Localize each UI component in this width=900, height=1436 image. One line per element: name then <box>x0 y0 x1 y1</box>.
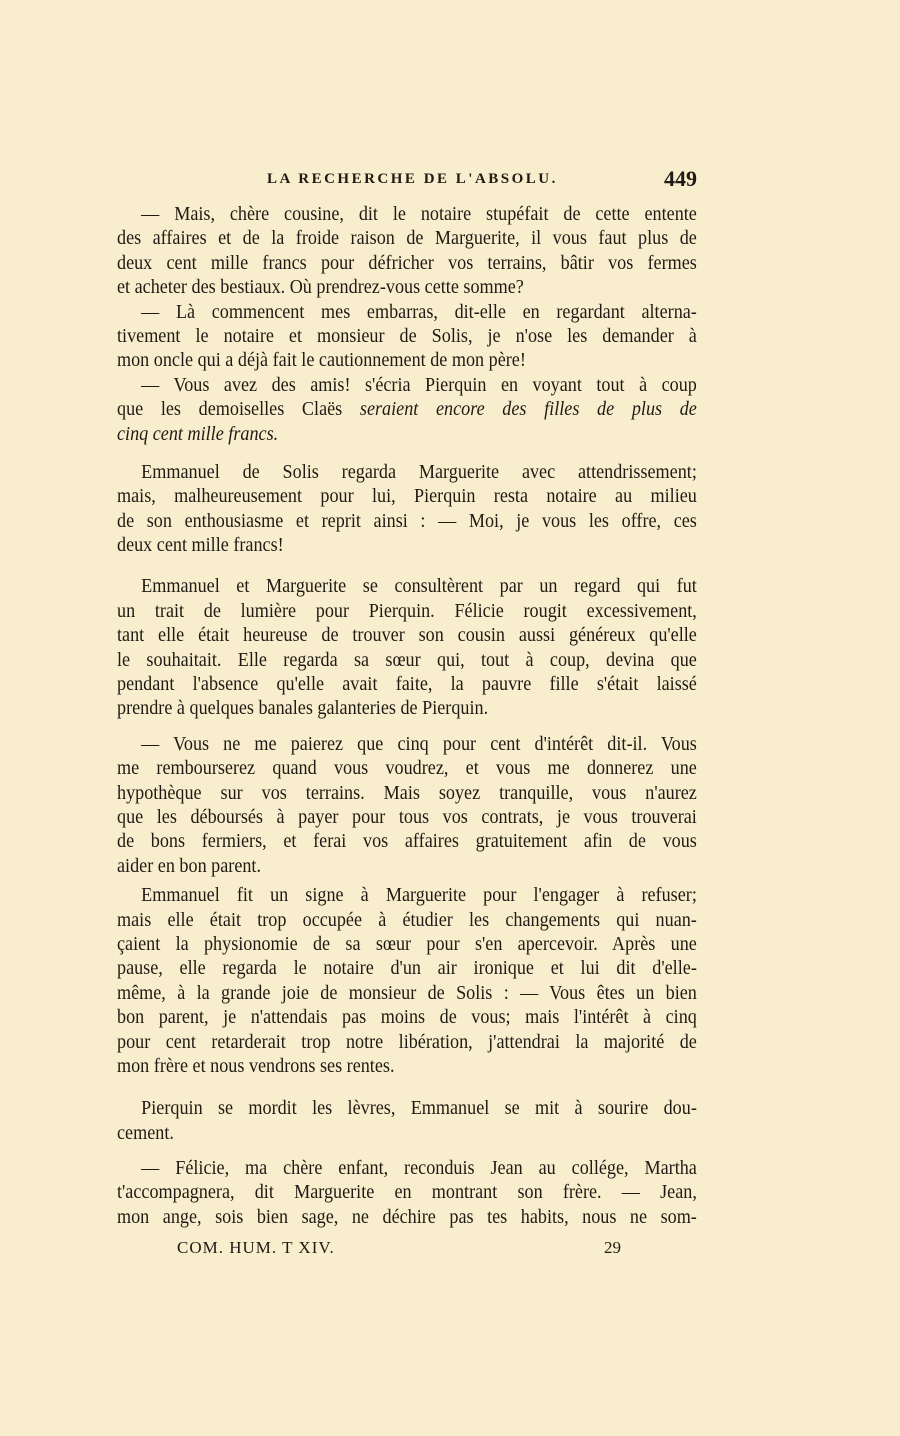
paragraph <box>117 575 697 721</box>
text-line: même, à la grande joie de monsieur de Solis : — Vous êtes un bien <box>117 982 697 1004</box>
paragraph <box>117 203 697 301</box>
text-line: t'accompagnera, dit Marguerite en montrant son frère. — Jean, <box>117 1182 697 1204</box>
text-line: Pierquin se mordit les lèvres, Emmanuel se mit à sourire dou- <box>141 1098 697 1120</box>
text-line: — Mais, chère cousine, dit le notaire stupéfait de cette entente <box>141 204 697 225</box>
running-title: LA RECHERCHE DE L'ABSOLU. <box>267 171 558 187</box>
paragraph <box>117 301 697 374</box>
text-line: et acheter des bestiaux. Où prendrez-vous cette somme? <box>117 277 524 299</box>
text-line: pause, elle regarda le notaire d'un air ironique et lui dit d'elle- <box>117 958 697 980</box>
text-line: de son enthousiasme et reprit ainsi : — Moi, je vous les offre, ces <box>117 510 697 532</box>
text-line: des affaires et de la froide raison de Marguerite, il vous faut plus de <box>117 228 697 250</box>
paragraph <box>117 1097 697 1146</box>
text-line: mon ange, sois bien sage, ne déchire pas tes habits, nous ne som- <box>117 1206 697 1228</box>
text-line: aider en bon parent. <box>117 855 262 877</box>
page-body <box>117 203 697 1230</box>
paragraph <box>117 884 697 1079</box>
text-line: bon parent, je n'attendais pas moins de vous; mais l'intérêt à cinq <box>117 1007 697 1029</box>
text-line: deux cent mille francs! <box>117 535 284 557</box>
paragraph <box>117 374 697 447</box>
italic-emphasis: seraient encore des filles de plus de <box>359 399 697 421</box>
text-line: cement. <box>117 1122 174 1144</box>
text-line: un trait de lumière pour Pierquin. Félicie rougit excessivement, <box>117 600 697 622</box>
sheet-number: 29 <box>604 1238 621 1257</box>
text-line: que les déboursés à payer pour tous vos contrats, je vous trouverai <box>117 806 697 828</box>
text-line: mon frère et nous vendrons ses rentes. <box>117 1055 395 1077</box>
italic-emphasis: cinq cent mille francs. <box>117 423 279 445</box>
text-line: — Vous ne me paierez que cinq pour cent d'intérêt dit-il. Vous <box>141 733 697 755</box>
text-line: me rembourserez quand vous voudrez, et vous me donnerez une <box>117 758 697 780</box>
text-line: le souhaitait. Elle regarda sa sœur qui, tout à coup, devina que <box>117 649 697 671</box>
text-line: pour cent retarderait trop notre libération, j'attendrai la majorité de <box>117 1031 697 1053</box>
text-line: — Félicie, ma chère enfant, reconduis Jean au collége, Martha <box>141 1158 697 1180</box>
text-line: tant elle était heureuse de trouver son cousin aussi généreux qu'elle <box>117 625 697 647</box>
page-number: 449 <box>664 166 697 191</box>
text-line: Emmanuel et Marguerite se consultèrent par un regard qui fut <box>141 576 697 598</box>
paragraph <box>117 733 697 879</box>
text-line: deux cent mille francs pour défricher vos terrains, bâtir vos fermes <box>117 252 697 274</box>
text-line: hypothèque sur vos terrains. Mais soyez tranquille, vous n'aurez <box>117 782 697 804</box>
text-line: — Là commencent mes embarras, dit-elle en regardant alterna- <box>141 301 697 323</box>
text-line: mon oncle qui a déjà fait le cautionnement de mon père! <box>117 350 526 372</box>
text-line: Emmanuel de Solis regarda Marguerite avec attendrissement; <box>141 461 697 483</box>
signature-mark: COM. HUM. T XIV. <box>177 1238 335 1257</box>
text-line: pendant l'absence qu'elle avait faite, la pauvre fille s'était laissé <box>117 674 697 696</box>
running-header <box>117 168 697 194</box>
text-line: Emmanuel fit un signe à Marguerite pour l'engager à refuser; <box>141 885 697 907</box>
roman-text: que les demoiselles Claës <box>117 399 360 421</box>
paragraph <box>117 1157 697 1230</box>
text-line: prendre à quelques banales galanteries de Pierquin. <box>117 698 489 720</box>
text-line: çaient la physionomie de sa sœur pour s'en apercevoir. Après une <box>117 933 697 955</box>
text-line <box>117 398 697 422</box>
text-line: mais elle était trop occupée à étudier les changements qui nuan- <box>117 909 697 931</box>
text-line <box>117 423 697 447</box>
paragraph <box>117 461 697 559</box>
text-line: mais, malheureusement pour lui, Pierquin resta notaire au milieu <box>117 486 697 508</box>
text-line: de bons fermiers, et ferai vos affaires gratuitement afin de vous <box>117 831 697 853</box>
text-line: tivement le notaire et monsieur de Solis, je n'ose les demander à <box>117 325 697 347</box>
text-line: — Vous avez des amis! s'écria Pierquin en voyant tout à coup <box>141 374 697 396</box>
